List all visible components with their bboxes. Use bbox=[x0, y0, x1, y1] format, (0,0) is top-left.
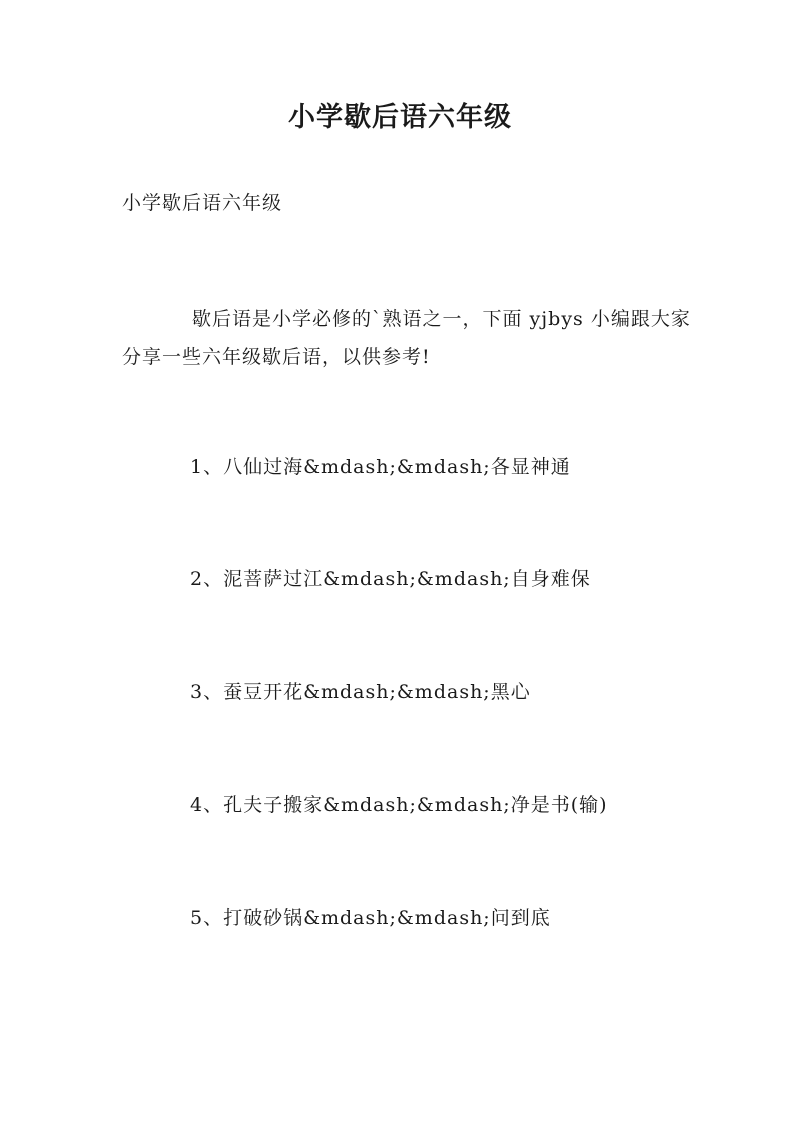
proverb-item-3: 3、蚕豆开花&mdash;&mdash;黑心 bbox=[190, 681, 531, 703]
proverb-item-2: 2、泥菩萨过江&mdash;&mdash;自身难保 bbox=[190, 568, 591, 590]
document-title: 小学歇后语六年级 bbox=[288, 102, 512, 133]
document-subtitle: 小学歇后语六年级 bbox=[122, 192, 283, 214]
proverb-item-4: 4、孔夫子搬家&mdash;&mdash;净是书(输) bbox=[190, 794, 608, 816]
proverb-item-1: 1、八仙过海&mdash;&mdash;各显神通 bbox=[190, 456, 571, 478]
intro-paragraph: 歇后语是小学必修的`熟语之一，下面 yjbys 小编跟大家分享一些六年级歇后语，以供参考! bbox=[122, 308, 691, 368]
proverb-item-5: 5、打破砂锅&mdash;&mdash;问到底 bbox=[190, 907, 551, 929]
